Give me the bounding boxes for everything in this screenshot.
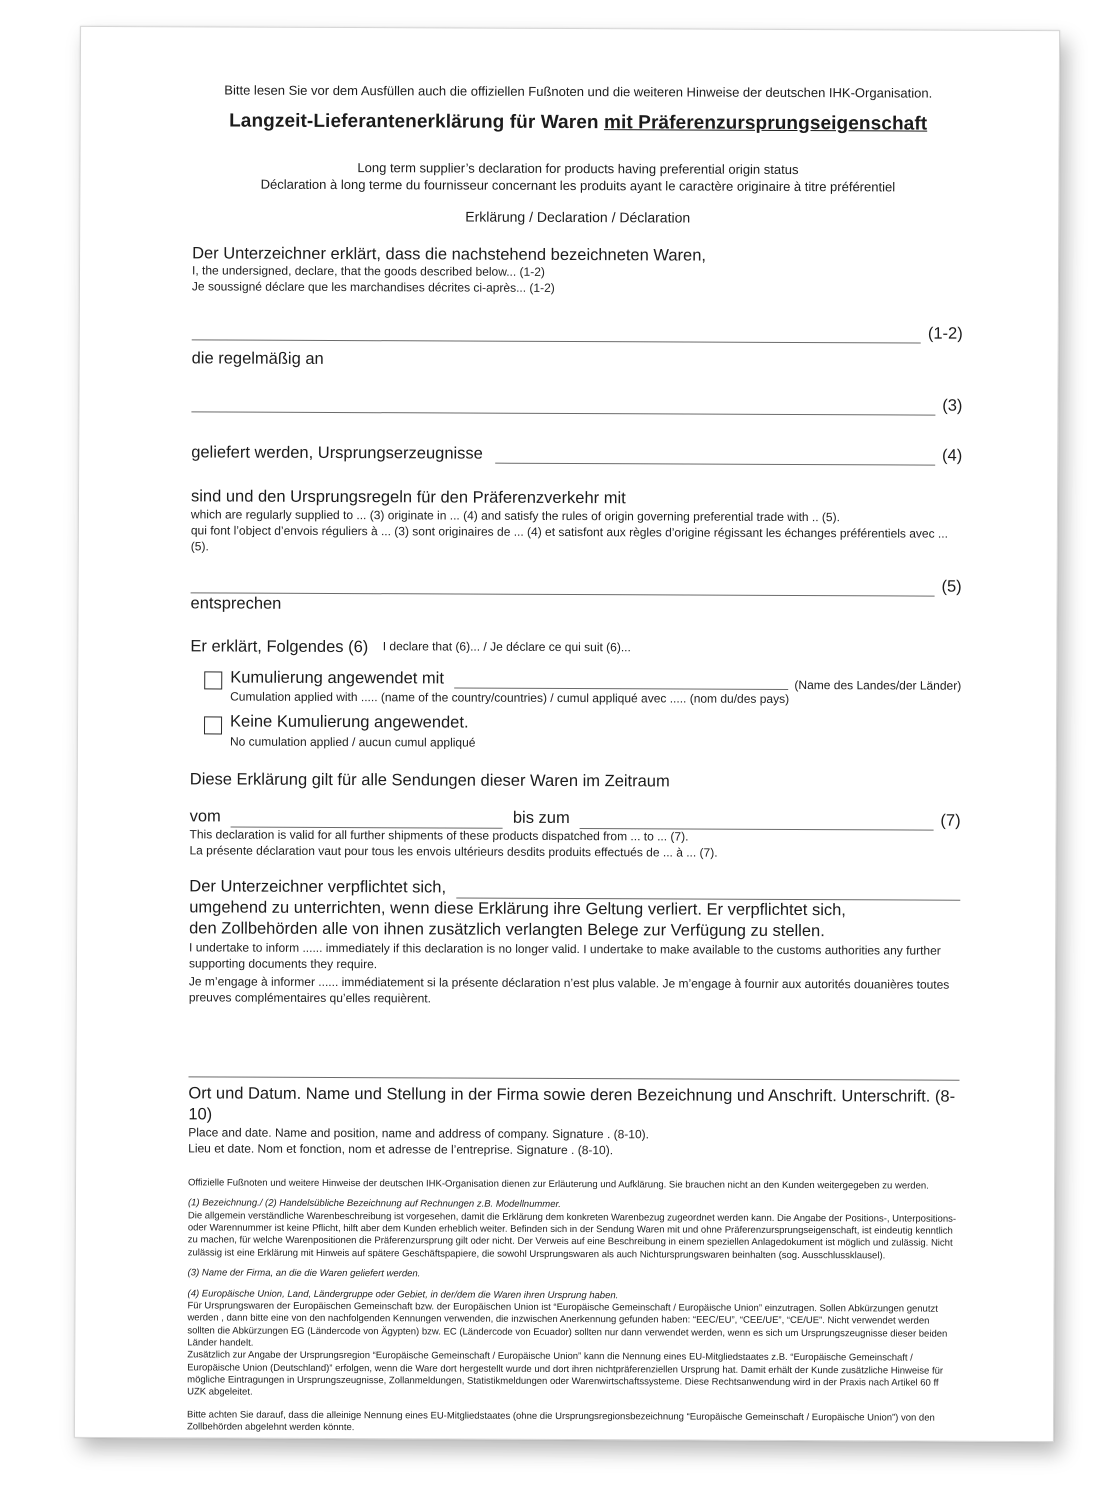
field-ref-7: (7) xyxy=(940,811,961,830)
valid-to-label: bis zum xyxy=(512,808,570,828)
valid-to-field[interactable] xyxy=(580,812,934,830)
no-cumulation-label: Keine Kumulierung angewendet. xyxy=(230,712,469,732)
signature-field[interactable] xyxy=(189,1076,960,1080)
goods-description-field[interactable] xyxy=(192,324,921,344)
subtitle-en: Long term supplier’s declaration for products having preferential origin status xyxy=(357,159,799,177)
declaration-line-en: I, the undersigned, declare, that the goods described below... (1-2) xyxy=(191,263,545,280)
cumulation-heading-de: Er erklärt, Folgendes (6) xyxy=(190,637,369,657)
form-content xyxy=(75,27,1059,1442)
footnotes-intro: Offizielle Fußnoten und weitere Hinweise der deutschen IHK-Organisation dienen zur Erläuterung und Aufklärung. Sie brauchen nicht an den Kunden weitergegeben zu werden. xyxy=(188,1177,929,1192)
cumulation-applied-small: Cumulation applied with ..... (name of the country/countries) / cumul appliqué avec ..... (nom du/des pays) xyxy=(230,689,790,707)
origin-field-row xyxy=(191,442,962,466)
no-cumulation-checkbox[interactable] xyxy=(204,716,222,734)
preferential-trade-field-row xyxy=(191,575,962,597)
validity-heading: Diese Erklärung gilt für alle Sendungen dieser Waren im Zeitraum xyxy=(189,770,670,791)
preferential-trade-field[interactable] xyxy=(191,577,935,597)
field-ref-4: (4) xyxy=(942,446,963,465)
cumulation-heading-small: I declare that (6)... / Je déclare ce qui suit (6)... xyxy=(382,639,631,655)
form-title xyxy=(193,110,964,135)
footnote-4-body-2: Zusätzlich zur Angabe der Ursprungsregion “Europäische Gemeinschaft / Europäische Union” kann die Nennung eines EU-Mitgliedstaates z.B. “Europäische Gemeinschaft / Europäische Union (Deutschland)” erfolgen, wenn die Ware dort hergestellt wurde und dort ihren nichtpräferenziellen Ursprung hat. Damit erhält der Kunde zusätzliche Hinweise für mögliche Eintragungen in Ursprungszeugnisse, Zollanmeldungen, Statistikmeldungen oder Warenwirtschaftssysteme. Diese Rechtsanwendung wird in der Praxis nach Artikel 60 ff UZK abgeleitet. xyxy=(187,1349,944,1398)
validity-small-en: This declaration is valid for all further shipments of these products dispatched from ... to ... (7). xyxy=(189,827,689,844)
no-cumulation-small: No cumulation applied / aucun cumul appliqué xyxy=(229,734,476,750)
signature-small-en: Place and date. Name and position, name and address of company. Signature . (8-10). xyxy=(188,1125,650,1142)
cumulation-applied-row xyxy=(204,667,961,691)
undertaking-small-fr: Je m’engage à informer ...... immédiatement si la présente déclaration n’est plus valable. Je m’engage à fournir aux autorités douanières toutes preuves complémentaires qu’elles requièrent. xyxy=(188,974,950,1006)
delivered-origin-label: geliefert werden, Ursprungserzeugnisse xyxy=(191,442,483,463)
footnote-3: (3) Name der Firma, an die die Waren geliefert werden. xyxy=(187,1267,421,1280)
cumulation-country-field[interactable] xyxy=(454,672,789,690)
cumulation-country-hint: (Name des Landes/der Länder) xyxy=(794,678,962,693)
signature-heading: Ort und Datum. Name und Stellung in der Firma sowie deren Bezeichnung und Anschrift. Unterschrift. (8-10) xyxy=(188,1083,956,1124)
cumulation-heading-row xyxy=(190,636,961,660)
declaration-line-fr: Je soussigné déclare que les marchandises décrites ci-après... (1-2) xyxy=(191,279,555,296)
signature-small-fr: Lieu et date. Nom et fonction, nom et adresse de l’entreprise. Signature . (8-10). xyxy=(188,1141,614,1158)
form-page xyxy=(74,26,1060,1442)
rules-of-origin-fr: qui font l’object d’envois réguliers à ... (3) sont originaires de ... (4) et satisfont aux règles d’origine régissant les échanges préférentiels avec ... (5). xyxy=(190,523,948,553)
entsprechen-label: entsprechen xyxy=(190,594,282,614)
cumulation-applied-label: Kumulierung angewendet mit xyxy=(230,668,445,688)
undertaking-small-en: I undertake to inform ...... immediately if this declaration is no longer valid. I undertake to make available to the customs authorities any further supporting documents they require. xyxy=(188,940,941,972)
customer-field[interactable] xyxy=(191,395,935,415)
form-title-main: Langzeit-Lieferantenerklärung für Waren xyxy=(229,110,599,133)
section-label: Erklärung / Declaration / Déclaration xyxy=(465,208,691,226)
undertaking-line2: umgehend zu unterrichten, wenn diese Erklärung ihre Geltung verliert. Er verpflichtet sich, xyxy=(189,898,846,920)
footnote-1-title: (1) Bezeichnung./ (2) Handelsübliche Bezeichnung auf Rechnungen z.B. Modellnummer. xyxy=(187,1197,561,1211)
subtitle-fr: Déclaration à long terme du fournisseur concernant les produits ayant le caractère originaire à titre préférentiel xyxy=(260,176,896,195)
undertaking-line3: den Zollbehörden alle von ihnen zusätzlich verlangten Belege zur Verfügung zu stellen. xyxy=(189,918,825,940)
regularly-supplied-label: die regelmäßig an xyxy=(191,349,324,368)
rules-of-origin-label: sind und den Ursprungsregeln für den Präferenzverkehr mit xyxy=(190,487,626,508)
footnote-1-body: Die allgemein verständliche Warenbeschreibung ist vorgesehen, damit die Erklärung dem konkreten Warenbezug zugeordnet werden kann. Die Angabe der Positions-, Unterpositions- oder Warennummer ist keine Pflicht, hilft aber dem Kunden erheblich weiter. Befinden sich in der Sendung Waren mit und ohne Präferenzursprungseigenschaft, ist eindeutig kenntlich zu machen, für welche Warenpositionen die Präferenzursprung gilt oder nicht. Der Verweis auf eine Beschreibung in einem speziellen Anlagedokument ist möglich und zulässig. Nicht zulässig ist eine Erklärung mit Hinweis auf spätere Geschäftspapiere, die sowohl Ursprungswaren als auch Nichtursprungswaren beinhalten (sog. Ausschlussklausel). xyxy=(187,1210,957,1262)
goods-field-row xyxy=(192,321,963,343)
customer-field-row xyxy=(191,393,962,415)
valid-from-field[interactable] xyxy=(231,810,503,828)
validity-small-fr: La présente déclaration vaut pour tous les envois ultérieurs desdits produits effectués de ... à ... (7). xyxy=(189,842,718,860)
origin-field[interactable] xyxy=(495,447,935,466)
footnote-4-body-1: Für Ursprungswaren der Europäischen Gemeinschaft bzw. der Europäischen Union ist “Europäische Gemeinschaft / Europäische Union” einzutragen. Sollen Abkürzungen genutzt werden , dann bitte eine von den nachfolgenden Kennungen verwenden, die inzwischen Anerkennung gefunden haben: “EEC/EU”, “CEE/UE”, “CE/UE”. Nicht verwendet werden sollten die Abkürzungen EG (Ländercode von Ägypten) bzw. EC (Ländercode von Ecuador) sollten nur dann verwendet werden, wenn es sich um Ursprungszeugnisse dieser beiden Länder handelt. xyxy=(187,1300,948,1349)
declaration-line-de: Der Unterzeichner erklärt, dass die nachstehend bezeichneten Waren, xyxy=(192,244,707,265)
rules-of-origin-en: which are regularly supplied to ... (3) originate in ... (4) and satisfy the rules of origin governing preferential trade with .. (5). xyxy=(190,507,840,525)
form-title-underlined: mit Präferenzursprungseigenschaft xyxy=(603,111,928,135)
undertaking-label: Der Unterzeichner verpflichtet sich, xyxy=(189,877,447,897)
field-ref-1-2: (1-2) xyxy=(927,324,963,343)
valid-from-label: vom xyxy=(189,807,221,826)
footnotes-closing: Bitte achten Sie darauf, dass die alleinige Nennung eines EU-Mitgliedstaates (ohne die Ursprungsregionsbezeichnung “Europäische Gemeinschaft / Europäische Union”) von den Zollbehörden abgelehnt werden könnte. xyxy=(186,1408,935,1434)
official-footnotes-notice: Bitte lesen Sie vor dem Ausfüllen auch die offiziellen Fußnoten und die weiteren Hinweise der deutschen IHK-Organisation. xyxy=(224,82,933,101)
cumulation-applied-checkbox[interactable] xyxy=(204,672,222,690)
field-ref-5: (5) xyxy=(941,577,962,597)
no-cumulation-row xyxy=(204,711,961,735)
footnote-4-title: (4) Europäische Union, Land, Ländergruppe oder Gebiet, in der/dem die Waren ihren Ursprung haben. xyxy=(187,1287,619,1301)
field-ref-3: (3) xyxy=(942,396,963,415)
